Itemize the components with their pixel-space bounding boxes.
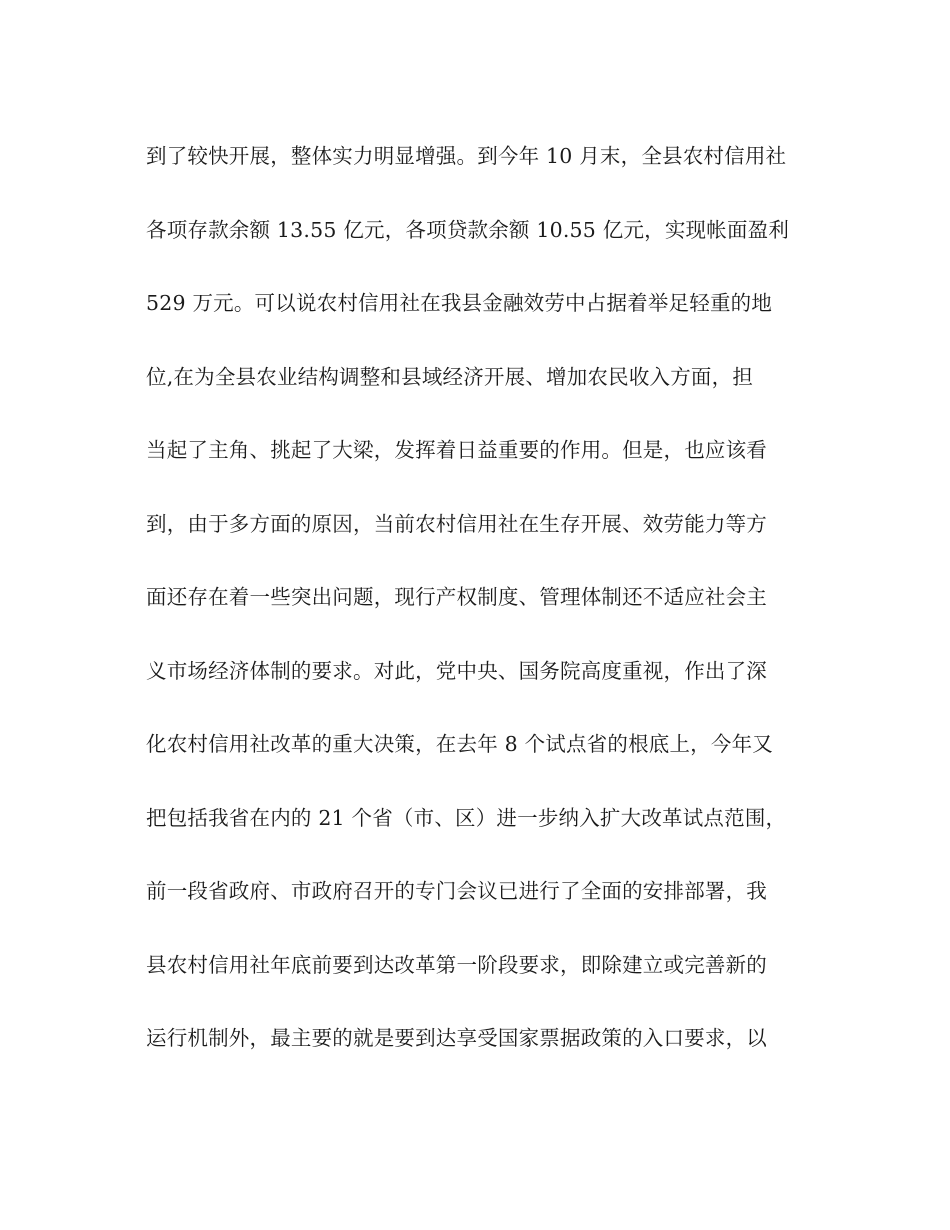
text-line: 义市场经济体制的要求。对此，党中央、国务院高度重视，作出了深 bbox=[146, 658, 767, 683]
text-line: 前一段省政府、市政府召开的专门会议已进行了全面的安排部署，我 bbox=[146, 879, 767, 903]
body-text bbox=[146, 136, 826, 1092]
text-line: 各项存款余额 13.55 亿元，各项贷款余额 10.55 亿元，实现帐面盈利 bbox=[146, 217, 790, 242]
text-line: 当起了主角、挑起了大梁，发挥着日益重要的作用。但是，也应该看 bbox=[146, 438, 767, 462]
text-line: 到，由于多方面的原因，当前农村信用社在生存开展、效劳能力等方 bbox=[146, 511, 767, 536]
text-line: 529 万元。可以说农村信用社在我县金融效劳中占据着举足轻重的地 bbox=[146, 291, 773, 315]
text-line: 面还存在着一些突出问题，现行产权制度、管理体制还不适应社会主 bbox=[146, 585, 767, 609]
text-line: 化农村信用社改革的重大决策，在去年 8 个试点省的根底上，今年又 bbox=[146, 732, 773, 756]
text-line: 位,在为全县农业结构调整和县域经济开展、增加农民收入方面，担 bbox=[146, 364, 754, 389]
text-line: 运行机制外，最主要的就是要到达享受国家票据政策的入口要求，以 bbox=[146, 1026, 767, 1050]
text-line: 到了较快开展，整体实力明显增强。到今年 10 月末，全县农村信用社 bbox=[146, 144, 787, 168]
text-line: 把包括我省在内的 21 个省（市、区）进一步纳入扩大改革试点范围， bbox=[146, 805, 787, 830]
text-line: 县农村信用社年底前要到达改革第一阶段要求，即除建立或完善新的 bbox=[146, 952, 767, 977]
